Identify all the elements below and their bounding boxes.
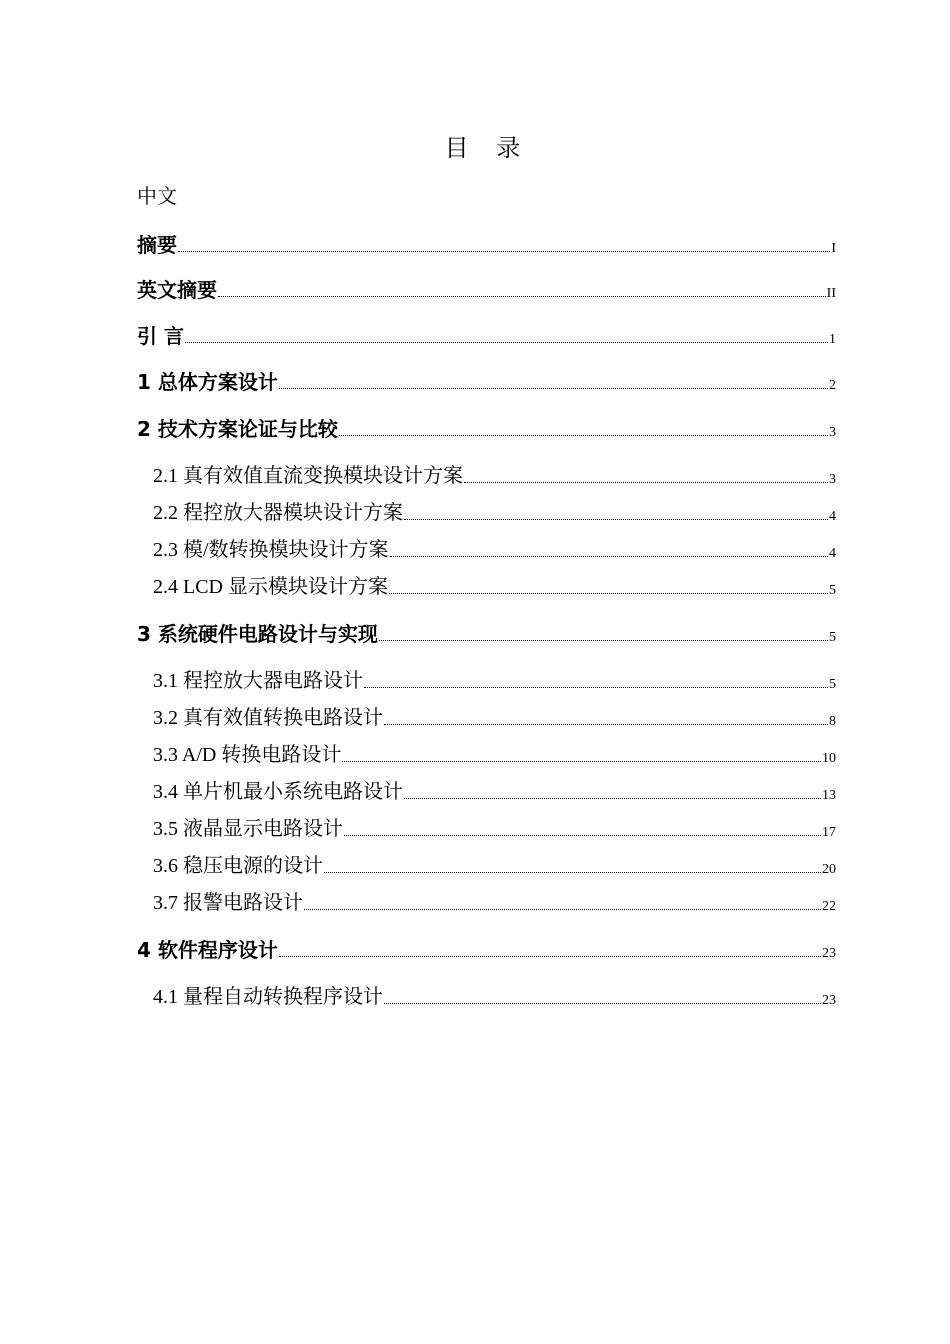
- toc-entry-section-2-2[interactable]: [153, 496, 836, 526]
- toc-entry-section-3-3[interactable]: [153, 738, 836, 768]
- toc-page-number: 2: [829, 378, 836, 393]
- toc-leader-dots: [390, 556, 828, 557]
- toc-entry-label: 摘要: [137, 233, 177, 257]
- toc-entry-label: 1 总体方案设计: [137, 370, 278, 394]
- toc-entry-section-3-4[interactable]: [153, 775, 836, 805]
- toc-entry-english-abstract[interactable]: [137, 273, 836, 303]
- toc-entry-label: 3 系统硬件电路设计与实现: [137, 622, 378, 646]
- toc-entry-label: 3.6 稳压电源的设计: [153, 855, 323, 877]
- toc-entry-section-3-5[interactable]: [153, 812, 836, 842]
- toc-leader-dots: [279, 388, 828, 389]
- toc-leader-dots: [279, 956, 821, 957]
- toc-leader-dots: [304, 909, 821, 910]
- toc-entry-introduction[interactable]: [137, 319, 836, 349]
- toc-entry-label: 3.7 报警电路设计: [153, 892, 303, 914]
- toc-page-number: 23: [822, 946, 836, 961]
- toc-leader-dots: [384, 1003, 821, 1004]
- toc-leader-dots: [218, 296, 826, 297]
- toc-leader-dots: [324, 872, 821, 873]
- toc-entry-section-2-1[interactable]: [153, 459, 836, 489]
- toc-entry-section-3-2[interactable]: [153, 701, 836, 731]
- toc-entry-label: 3.1 程控放大器电路设计: [153, 670, 363, 692]
- toc-leader-dots: [339, 435, 828, 436]
- toc-leader-dots: [379, 640, 828, 641]
- toc-page-number: 5: [829, 677, 836, 692]
- toc-leader-dots: [389, 593, 828, 594]
- toc-page-number: I: [831, 241, 836, 256]
- toc-leader-dots: [384, 724, 828, 725]
- toc-leader-dots: [464, 482, 828, 483]
- toc-entry-chapter-4[interactable]: [137, 933, 836, 963]
- toc-page-number: 20: [822, 862, 836, 877]
- toc-entry-chapter-1[interactable]: [137, 365, 836, 395]
- toc-page-number: II: [826, 286, 836, 301]
- toc-entry-section-2-3[interactable]: [153, 533, 836, 563]
- toc-entry-label: 3.2 真有效值转换电路设计: [153, 707, 383, 729]
- toc-page-number: 13: [822, 788, 836, 803]
- toc-page-number: 5: [829, 630, 836, 645]
- toc-leader-dots: [404, 798, 821, 799]
- toc-page-number: 17: [822, 825, 836, 840]
- toc-leader-dots: [344, 835, 821, 836]
- toc-leader-dots: [404, 519, 828, 520]
- toc-entry-chapter-3[interactable]: [137, 617, 836, 647]
- toc-entry-section-3-1[interactable]: [153, 664, 836, 694]
- toc-entry-label: 引 言: [137, 324, 184, 348]
- toc-page-number: 5: [829, 583, 836, 598]
- toc-entry-abstract[interactable]: [137, 228, 836, 258]
- toc-entry-label: 2 技术方案论证与比较: [137, 417, 338, 441]
- toc-entry-label: 3.3 A/D 转换电路设计: [153, 744, 342, 766]
- toc-leader-dots: [178, 251, 830, 252]
- toc-entry-label: 2.4 LCD 显示模块设计方案: [153, 576, 388, 598]
- toc-entry-label: 3.4 单片机最小系统电路设计: [153, 781, 403, 803]
- toc-entry-label: 4 软件程序设计: [137, 938, 278, 962]
- toc-page-number: 8: [829, 714, 836, 729]
- toc-page-number: 10: [822, 751, 836, 766]
- toc-entry-label: 2.2 程控放大器模块设计方案: [153, 502, 403, 524]
- page-title: 目 录: [444, 134, 531, 162]
- toc-prefix: 中文: [137, 184, 177, 208]
- toc-entry-label: 2.1 真有效值直流变换模块设计方案: [153, 465, 463, 487]
- toc-leader-dots: [342, 761, 821, 762]
- toc-entry-label: 3.5 液晶显示电路设计: [153, 818, 343, 840]
- toc-entry-section-3-7[interactable]: [153, 886, 836, 916]
- toc-page-number: 3: [829, 425, 836, 440]
- toc-page-number: 23: [822, 993, 836, 1008]
- toc-entry-chapter-2[interactable]: [137, 412, 836, 442]
- toc-page-number: 4: [829, 546, 836, 561]
- toc-entry-section-2-4[interactable]: [153, 570, 836, 600]
- toc-page-number: 1: [829, 332, 836, 347]
- toc-leader-dots: [185, 342, 828, 343]
- toc-page-number: 22: [822, 899, 836, 914]
- toc-page-number: 4: [829, 509, 836, 524]
- toc-entry-label: 4.1 量程自动转换程序设计: [153, 986, 383, 1008]
- toc-entry-label: 英文摘要: [137, 278, 217, 302]
- toc-leader-dots: [364, 687, 828, 688]
- toc-entry-section-3-6[interactable]: [153, 849, 836, 879]
- toc-entry-section-4-1[interactable]: [153, 980, 836, 1010]
- toc-entry-label: 2.3 模/数转换模块设计方案: [153, 539, 389, 561]
- toc-page-number: 3: [829, 472, 836, 487]
